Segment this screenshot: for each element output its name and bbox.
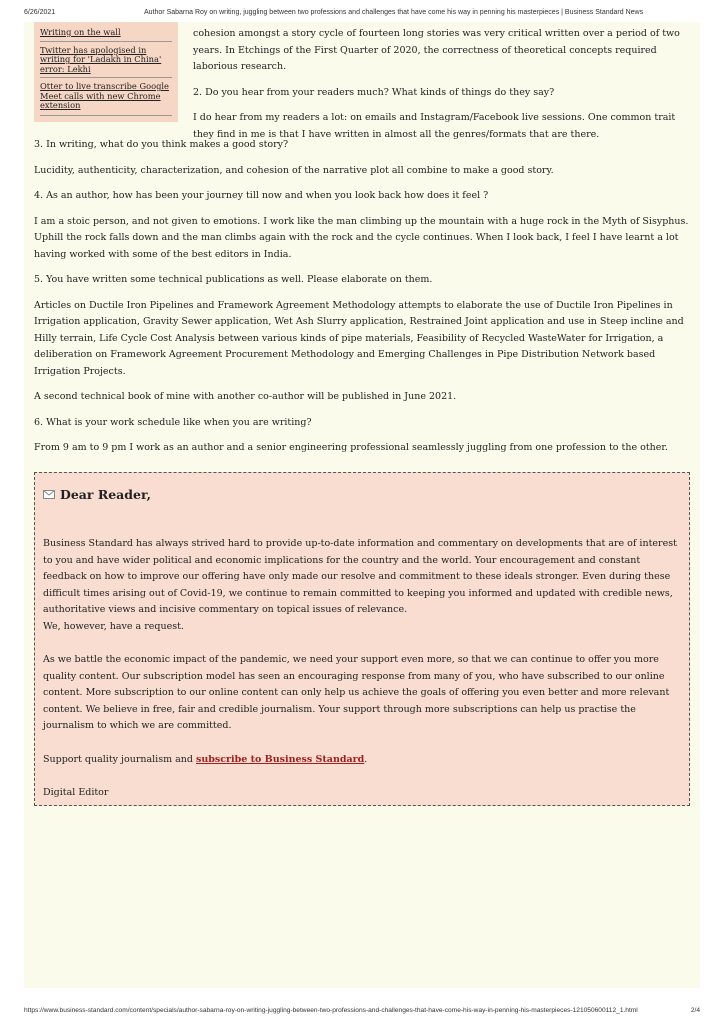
paragraph: I do hear from my readers a lot: on emails and Instagram/Facebook live sessions. One common trait they find in me is that I have written in almost all the genres/formats that are there. [193,112,676,140]
dear-reader-box [34,472,690,806]
reader-paragraph: Business Standard has always strived hard to provide up-to-date information and commentary on developments that are of interest to you and have wider political and economic implications for the country and the world. Your encouragement and constant feedback on how to improve our offering have only made our resolve and commitment to these ideals stronger. Even during these difficult times arising out of Covid-19, we continue to remain committed to keeping you informed and updated with credible news, authoritative views and incisive commentary on topical issues of relevance. [43,538,677,615]
spacer [43,635,681,652]
reader-request: We, however, have a request. [43,620,184,632]
print-url: https://www.business-standard.com/content/specials/author-sabarna-roy-on-writing-juggling-between-two-professions-and-challenges-that-have-come-his-way-in-penning-his-masterpieces-121050600112_1.html [24,1007,638,1014]
article-intro [193,26,693,152]
paragraph: Lucidity, authenticity, characterization, and cohesion of the narrative plot all combine to make a good story. [34,164,554,176]
paragraph: I am a stoic person, and not given to emotions. I work like the man climbing up the mountain with a huge rock in the Myth of Sisyphus. Uphill the rock falls down and the man climbs again with the rock and the cycle continues. When I look back, I feel I have learnt a lot having worked with some of the best editors in India. [34,215,689,260]
support-suffix: . [364,753,368,765]
question: 2. Do you hear from your readers much? What kinds of things do they say? [193,86,555,98]
article-page [24,22,700,988]
spacer [43,735,681,752]
question: 3. In writing, what do you think makes a good story? [34,139,289,150]
print-footer [0,1000,724,1024]
question: 5. You have written some technical publications as well. Please elaborate on them. [34,274,433,285]
print-date: 6/26/2021 [24,9,56,16]
related-links-box [34,22,178,122]
spacer [43,768,681,785]
dear-reader-body [43,536,681,802]
print-header [0,0,724,22]
dear-reader-title: Dear Reader, [60,487,151,502]
question: 6. What is your work schedule like when you are writing? [34,416,312,428]
print-title: Author Sabarna Roy on writing, juggling between two professions and challenges that have come his way in penning his masterpieces | Business Standard News [144,9,644,16]
paragraph: A second technical book of mine with another co-author will be published in June 2021. [34,391,457,402]
related-box-divider [40,115,172,116]
subscribe-link[interactable]: subscribe to Business Standard [196,753,365,765]
paragraph: cohesion amongst a story cycle of fourteen long stories was very critical written over a period of two years. In Etchings of the First Quarter of 2020, the correctness of theoretical concepts required laborious research. [193,28,680,72]
paragraph: Articles on Ductile Iron Pipelines and Framework Agreement Methodology attempts to elaborate the use of Ductile Iron Pipelines in Irrigation application, Gravity Sewer application, Wet Ash Slurry application, Restrained Joint application and use in Steep incline and Hilly terrain, Life Cycle Cost Analysis between various kinds of pipe materials, Feasibility of Recycled WasteWater for Irrigation, a deliberation on Framework Agreement Procurement Methodology and Emerging Challenges in Pipe Distribution Network based Irrigation Projects. [34,299,684,377]
article-body [34,137,694,466]
signoff: Digital Editor [43,787,109,798]
question: 4. As an author, how has been your journey till now and when you look back how does it feel ? [34,190,489,201]
dear-reader-heading [43,487,681,502]
paragraph: From 9 am to 9 pm I work as an author and a senior engineering professional seamlessly juggling from one profession to the other. [34,442,668,453]
reader-paragraph: As we battle the economic impact of the pandemic, we need your support even more, so that we can continue to offer you more quality content. Our subscription model has seen an encouraging response from many of you, who have subscribed to our online content. More subscription to our online content can only help us achieve the goals of offering you even better and more relevant content. We believe in free, fair and credible journalism. Your support through more subscriptions can help us practise the journalism to which we are committed. [43,654,670,731]
envelope-icon [43,490,55,499]
support-line [43,752,681,769]
related-link-twitter-apology[interactable]: Twitter has apologised in writing for 'Ladakh in China' error: Lekhi [40,46,172,79]
support-prefix: Support quality journalism and [43,753,197,765]
related-link-writing-on-the-wall[interactable]: Writing on the wall [40,28,172,42]
page-number: 2/4 [690,1007,700,1014]
related-link-otter-transcribe[interactable]: Otter to live transcribe Google Meet calls with new Chrome extension [40,81,169,110]
